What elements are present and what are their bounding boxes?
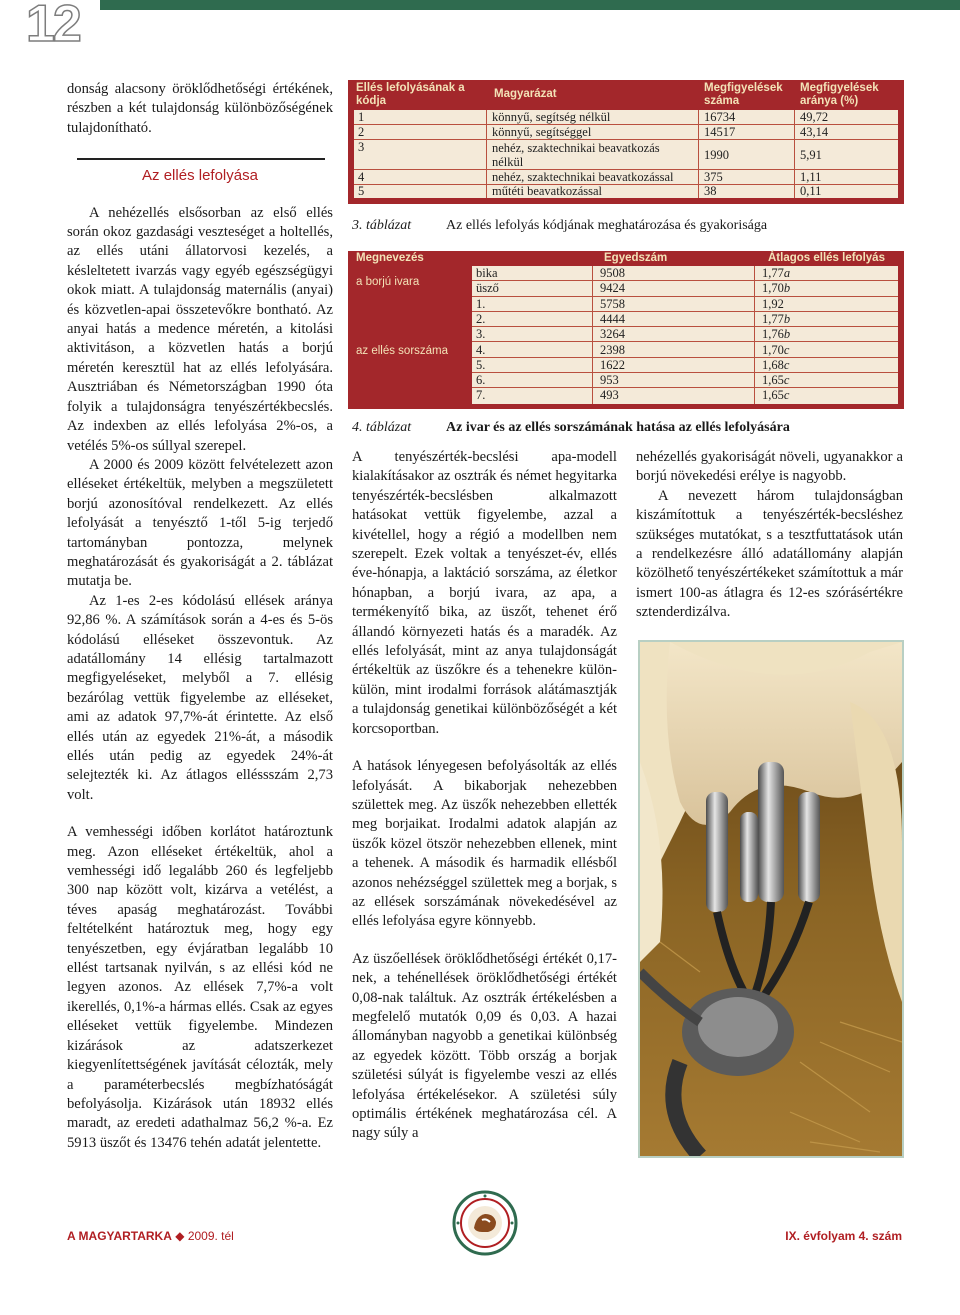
paragraph: A vemhességi időben korlátot határoztunk meg. Azon elléseket értékeltük, ahol a vemhességi idő legalább 260 és legfeljebb 300 nap között volt, kizárva a vetélést, a téves apaság meghatározást. További feltételként határoztuk meg, hogy egy tenyészetben, egy évjáratban legalább 10 ellést tartsanak nyilván, s az ellési kód ne legyen azonos. Az ellések 7,7%-a volt ikerellés, 0,1%-a hármas ellés. Csak az egyes elléseket vettük figyelembe. Mindezen kizárások az adatszerkezet kiegyenlítettségének javítását célozták, mely a paraméterbecslés megbízhatóságát befolyásolja. Kizárások után 18932 ellés maradt, az eredeti adathalmaz 56,2 %-a. Ez 5913 üszőt és 13476 tehén adatát jelentette.: [67, 824, 333, 1151]
paragraph: A hatások lényegesen befolyásolták az ellés lefolyását. A bikaborjak nehezebben születtek meg. Az üszők nehezebben ellették meg borjaikat. Irodalmi adatok alapján az üszők közel ötször nehezebben ellenek, mint a tehenek. A második és harmadik ellésből azonos nehézséggel születtek meg a borjak, s az ellések sorszámának növekedésével az ellés lefolyása egyre könnyebb.: [352, 758, 617, 930]
paragraph: Az üszőellések öröklődhetőségi értékét 0,17-nek, a tehénellések öröklődhetőségi értékét 0,08-nak találtuk. Az osztrák értékelésben a megfelelő mutatók 0,09 és 0,03. A hazai állományban nagyobb a genetikai különbség az egyedek között. Több ország a borjak születési súlyát is figyelembe veszi az ellés lefolyása értékelésekor. A születési súly optimális értékének meghatározása cél. A nagy súly a: [352, 950, 617, 1142]
table-3-body: [354, 110, 898, 198]
row-count: 953: [600, 373, 619, 388]
row-label: üsző: [476, 281, 499, 296]
page-number-tab: [0, 0, 100, 53]
table-row: [472, 327, 898, 342]
table-row: 2 könnyű, segítséggel 14517 43,14: [354, 125, 898, 140]
row-average: 1,70b: [762, 281, 791, 296]
row-label: 2.: [476, 311, 486, 326]
row-average: 1,70c: [762, 342, 790, 357]
row-count: 5758: [600, 296, 625, 311]
group-label-sex: a borjú ivara: [356, 276, 420, 288]
row-average: 1,68c: [762, 357, 790, 372]
row-count: 2398: [600, 342, 625, 357]
table-row: [472, 297, 898, 312]
section-heading: Az ellés lefolyása: [67, 158, 333, 185]
header-avg: Átlagos ellés lefolyás: [768, 252, 885, 264]
caption-text: Az ivar és az ellés sorszámának hatása az ellés lefolyására: [446, 420, 790, 435]
paragraph: nehézellés gyakoriságát növeli, ugyanakkor a borjú növekedési erélye is nagyobb.: [636, 449, 903, 485]
row-label: 4.: [476, 342, 486, 357]
row-count: 1622: [600, 357, 625, 372]
table-row: 3 nehéz, szaktechnikai beavatkozás nélkül 1990 5,91: [354, 140, 898, 170]
footer-magazine: [67, 1229, 234, 1243]
table-4-body: [472, 266, 898, 404]
row-label: bika: [476, 266, 498, 280]
caption-text: Az ellés lefolyás kódjának meghatározása és gyakorisága: [446, 218, 768, 233]
row-average: 1,77a: [762, 266, 791, 280]
season: 2009. tél: [187, 1229, 234, 1243]
header-ratio: Megfigyelések aránya (%): [800, 82, 879, 107]
caption-number: 3. táblázat: [352, 218, 412, 233]
row-label: 1.: [476, 296, 486, 311]
paragraph: A tenyészérték-becslési apa-modell kialakításakor az osztrák és német hegyitarka tenyészérték-becslésben alkalmazott hatásokat vettük figyelembe, azzal a kivétellel, hogy a régió a modellben nem szerepelt. Ezek voltak a tenyészet-év, ellés éve-hónapja, a laktáció sorszáma, az életkor hónapban, a borjú ivara, az apa, a termékenyítő bika, az üszőt, tehenet érő állandó környezeti hatás és a maradék. Az ellés lefolyását, mint az anya tulajdonságát értékeltük az üszőkre és a tehenekre külön-külön, mint irodalmi források alátámasztják a tulajdonság genetikai különbözőségét a két korcsoportban.: [352, 449, 617, 737]
paragraph: A 2000 és 2009 között felvételezett azon elléseket értékeltük, melyben a megszületett borjú azonosítóval rendelkezett. Az ellés lefolyását a tenyésztő 1-től 5-ig terjedő tartományban pontozza, melynek meghatározását és gyakoriságát a 2. táblázat mutatja be.: [67, 456, 333, 590]
table-row: 4 nehéz, szaktechnikai beavatkozással 375 1,11: [354, 170, 898, 185]
table-row: 1 könnyű, segítség nélkül 16734 49,72: [354, 110, 898, 125]
row-label: 6.: [476, 373, 486, 388]
paragraph: Az 1-es 2-es kódolású ellések aránya 92,86 %. A számítások során a 4-es és 5-ös kódolású elléseket összevontuk. Az adatállomány 14 ellésig tartalmazott megfigyeléseket, melyből a 7. ellésig bezárólag vettük figyelembe az elléseket, ami az adatok 97,7%-át érintette. Az első ellés után az egyedek 21%-át, a második ellés után pedig az egyedek 24%-át selejtezték ki. Az átlagos elléssszám 2,73 volt.: [67, 592, 333, 803]
table-row: [472, 343, 898, 358]
row-label: 3.: [476, 327, 486, 342]
table-row: [472, 281, 898, 296]
page-number: 12: [26, 0, 80, 53]
footer-issue: IX. évfolyam 4. szám: [785, 1229, 902, 1243]
row-label: 7.: [476, 388, 486, 403]
group-label-parity: az ellés sorszáma: [356, 345, 449, 357]
row-count: 9508: [600, 266, 625, 280]
column-middle: [352, 448, 617, 1144]
paragraph: donság alacsony öröklődhetőségi értékének, részben a két tulajdonság különbözőségének tulajdonítható.: [67, 81, 333, 136]
table-3: [348, 80, 904, 204]
header-count: Egyedszám: [604, 252, 668, 264]
table-4-caption: [352, 420, 904, 436]
row-label: 5.: [476, 357, 486, 372]
column-right: [636, 448, 903, 623]
table-4-header: [348, 251, 904, 266]
milking-photo: [638, 640, 904, 1158]
row-average: 1,92: [762, 296, 784, 311]
header-desc: Magyarázat: [494, 88, 557, 100]
top-bar: [0, 0, 960, 10]
table-row: [472, 388, 898, 403]
row-count: 493: [600, 388, 619, 403]
table-4: [348, 251, 904, 409]
header-count: Megfigyelések száma: [704, 82, 783, 107]
table-3-header: [348, 80, 904, 110]
header-code: Ellés lefolyásának a kódja: [356, 82, 465, 107]
table-3-caption: [352, 218, 904, 234]
magazine-title: A MAGYARTARKA: [67, 1229, 172, 1243]
table-row: [472, 312, 898, 327]
row-average: 1,65c: [762, 388, 790, 403]
column-left: [67, 80, 333, 1153]
row-average: 1,77b: [762, 311, 791, 326]
row-count: 4444: [600, 311, 625, 326]
row-average: 1,65c: [762, 373, 790, 388]
table-row: 5 műtéti beavatkozással 38 0,11: [358, 184, 822, 198]
header-name: Megnevezés: [356, 252, 424, 264]
diamond-icon: ◆: [175, 1229, 185, 1243]
paragraph: A nehézellés elsősorban az első ellés során okoz gazdasági veszteséget a holtellés, az ellés utáni állatorvosi kezelés, a késleltetett ivarzás vagy egyéb egészségügyi okok miatt. A tulajdonság maternális (anyai) és közvetlen-apai összetevőkre bontható. Az anyai hatás a medence méretén, a kitolási aktivitáson, a közvetlen hatás a borjú méretén keresztül hat az ellés lefolyására. Ausztriában és Németországban 1990 óta folyik a tulajdonságra tenyészértékbecslés. Az indexben az ellés lefolyása 2%-os, a vetélés 5%-os súllyal szerepel.: [67, 204, 333, 454]
paragraph: A nevezett három tulajdonságban kiszámítottuk a tenyészérték-becsléshez szükséges mutatókat, s a tesztfuttatások után a rendelkezésre álló adatállomány alapján közölhető tenyészértékeket számítottuk a már ismert 100-as átlagra és 12-es szórásértékre sztenderdizálva.: [636, 487, 903, 621]
caption-number: 4. táblázat: [352, 420, 412, 435]
table-row: [472, 358, 898, 373]
table-row: [472, 373, 898, 388]
row-count: 3264: [600, 327, 625, 342]
row-count: 9424: [600, 281, 625, 296]
table-row: [472, 266, 898, 281]
row-average: 1,76b: [762, 327, 791, 342]
magazine-seal-logo: [452, 1190, 518, 1256]
